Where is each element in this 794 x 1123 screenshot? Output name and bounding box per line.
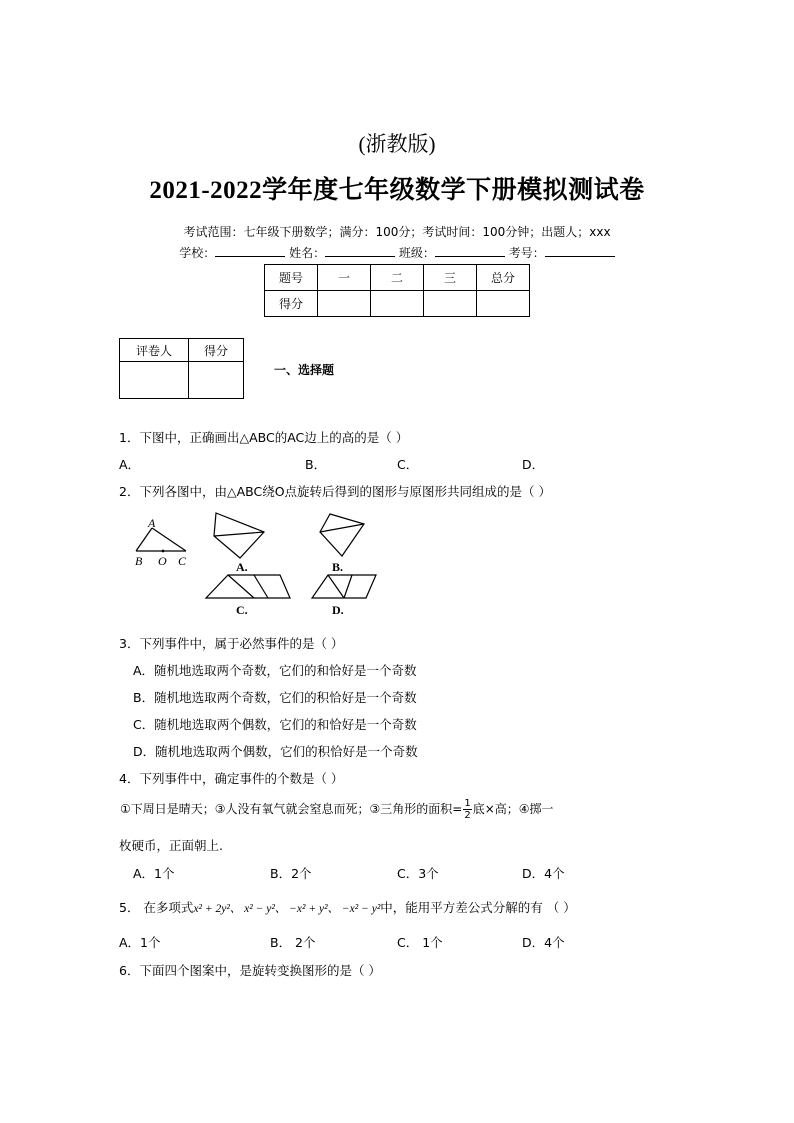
class-blank: [435, 245, 505, 257]
section-heading: 一、选择题: [274, 363, 335, 377]
q2-original-triangle-figure: [130, 515, 190, 570]
q1-option-b: B．: [305, 457, 327, 472]
q2-option-c-label: C.: [236, 603, 248, 617]
q3-option-a: A．随机地选取两个奇数，它们的和恰好是一个奇数: [133, 663, 417, 678]
q4-option-c: C．3个: [397, 866, 439, 881]
q4-option-d: D．4个: [522, 866, 565, 881]
exam-info: 考试范围：七年级下册数学；满分：100分；考试时间：100分钟；出题人；xxx: [183, 225, 611, 239]
q4-events-text-a: ①下周日是晴天；③人没有氧气就会窒息而死；③三角形的面积=: [120, 802, 463, 816]
q1-option-c: C．: [397, 457, 419, 472]
q6-stem: 6．下面四个图案中，是旋转变换图形的是（ ）: [119, 963, 381, 978]
q2-label-a: A: [148, 516, 156, 530]
score-cell: [318, 291, 371, 317]
q4-events-text-b: 底×高；④掷一: [472, 802, 554, 816]
q2-option-b-label: B.: [332, 560, 344, 574]
score-header-cell: 题号: [265, 265, 318, 291]
q2-label-c: C: [178, 554, 187, 568]
score-header-cell: 二: [371, 265, 424, 291]
edition-label: (浙教版): [358, 132, 436, 156]
score-header-cell: 一: [318, 265, 371, 291]
q3-option-c: C．随机地选取两个偶数，它们的和恰好是一个奇数: [133, 717, 417, 732]
score-header-cell: 总分: [477, 265, 530, 291]
q1-stem: 1．下图中，正确画出△ABC的AC边上的高的是（ ）: [119, 430, 409, 445]
q5-prefix: 5． 在多项式: [119, 900, 194, 915]
examno-blank: [545, 245, 615, 257]
q3-option-d: D．随机地选取两个偶数，它们的积恰好是一个奇数: [133, 744, 418, 759]
q5-option-a: A．1个: [119, 935, 161, 950]
grader-score-header: 得分: [189, 339, 244, 362]
q5-option-d: D．4个: [522, 935, 565, 950]
school-blank: [215, 245, 285, 257]
q4-events-line: [120, 798, 554, 821]
q5-expressions: x² + 2y²、 x² − y²、 −x² + y²、 −x² − y²: [193, 903, 381, 915]
grader-cell: [189, 362, 244, 399]
class-label: 班级：: [398, 246, 435, 260]
name-blank: [325, 245, 395, 257]
q4-fraction-den: 2: [464, 810, 471, 821]
q4-option-b: B．2个: [270, 866, 312, 881]
examno-label: 考号：: [508, 246, 545, 260]
q5-line: [119, 898, 576, 916]
q3-option-b: B．随机地选取两个奇数，它们的积恰好是一个奇数: [133, 690, 417, 705]
score-row-label: 得分: [265, 291, 318, 317]
score-cell: [477, 291, 530, 317]
page-title: 2021-2022学年度七年级数学下册模拟测试卷: [149, 177, 645, 204]
q5-option-b: B． 2个: [270, 935, 316, 950]
q1-option-d: D．: [522, 457, 545, 472]
score-header-cell: 三: [424, 265, 477, 291]
q2-option-d-label: D.: [332, 603, 344, 617]
score-cell: [371, 291, 424, 317]
q2-figure-b: [312, 508, 382, 578]
q4-option-a: A．1个: [133, 866, 175, 881]
q4-fraction: [463, 798, 471, 821]
q1-option-a: A．: [119, 457, 141, 472]
q4-fraction-num: 1: [464, 798, 471, 809]
q2-stem: 2．下列各图中，由△ABC绕O点旋转后得到的图形与原图形共同组成的是（ ）: [119, 484, 552, 499]
grader-cell: [120, 362, 189, 399]
student-fields: [0, 244, 794, 261]
grader-header: 评卷人: [120, 339, 189, 362]
q5-option-c: C． 1个: [397, 935, 443, 950]
q4-stem: 4．下列事件中，确定事件的个数是（ ）: [119, 771, 344, 786]
q3-stem: 3．下列事件中，属于必然事件的是（ ）: [119, 636, 344, 651]
score-table: [264, 264, 530, 317]
q4-events-line2: 枚硬币，正面朝上.: [119, 838, 223, 853]
q2-figure-a: [206, 508, 276, 578]
grader-table: [119, 338, 244, 399]
q5-suffix: 中，能用平方差公式分解的有 （ ）: [380, 900, 576, 915]
name-label: 姓名：: [289, 246, 326, 260]
q2-option-a-label: A.: [236, 560, 248, 574]
q2-label-o: O: [158, 554, 167, 568]
school-label: 学校：: [179, 246, 216, 260]
q2-figure-d: [306, 570, 386, 622]
score-cell: [424, 291, 477, 317]
q2-figure-c: [198, 570, 298, 622]
q2-label-b: B: [135, 554, 143, 568]
